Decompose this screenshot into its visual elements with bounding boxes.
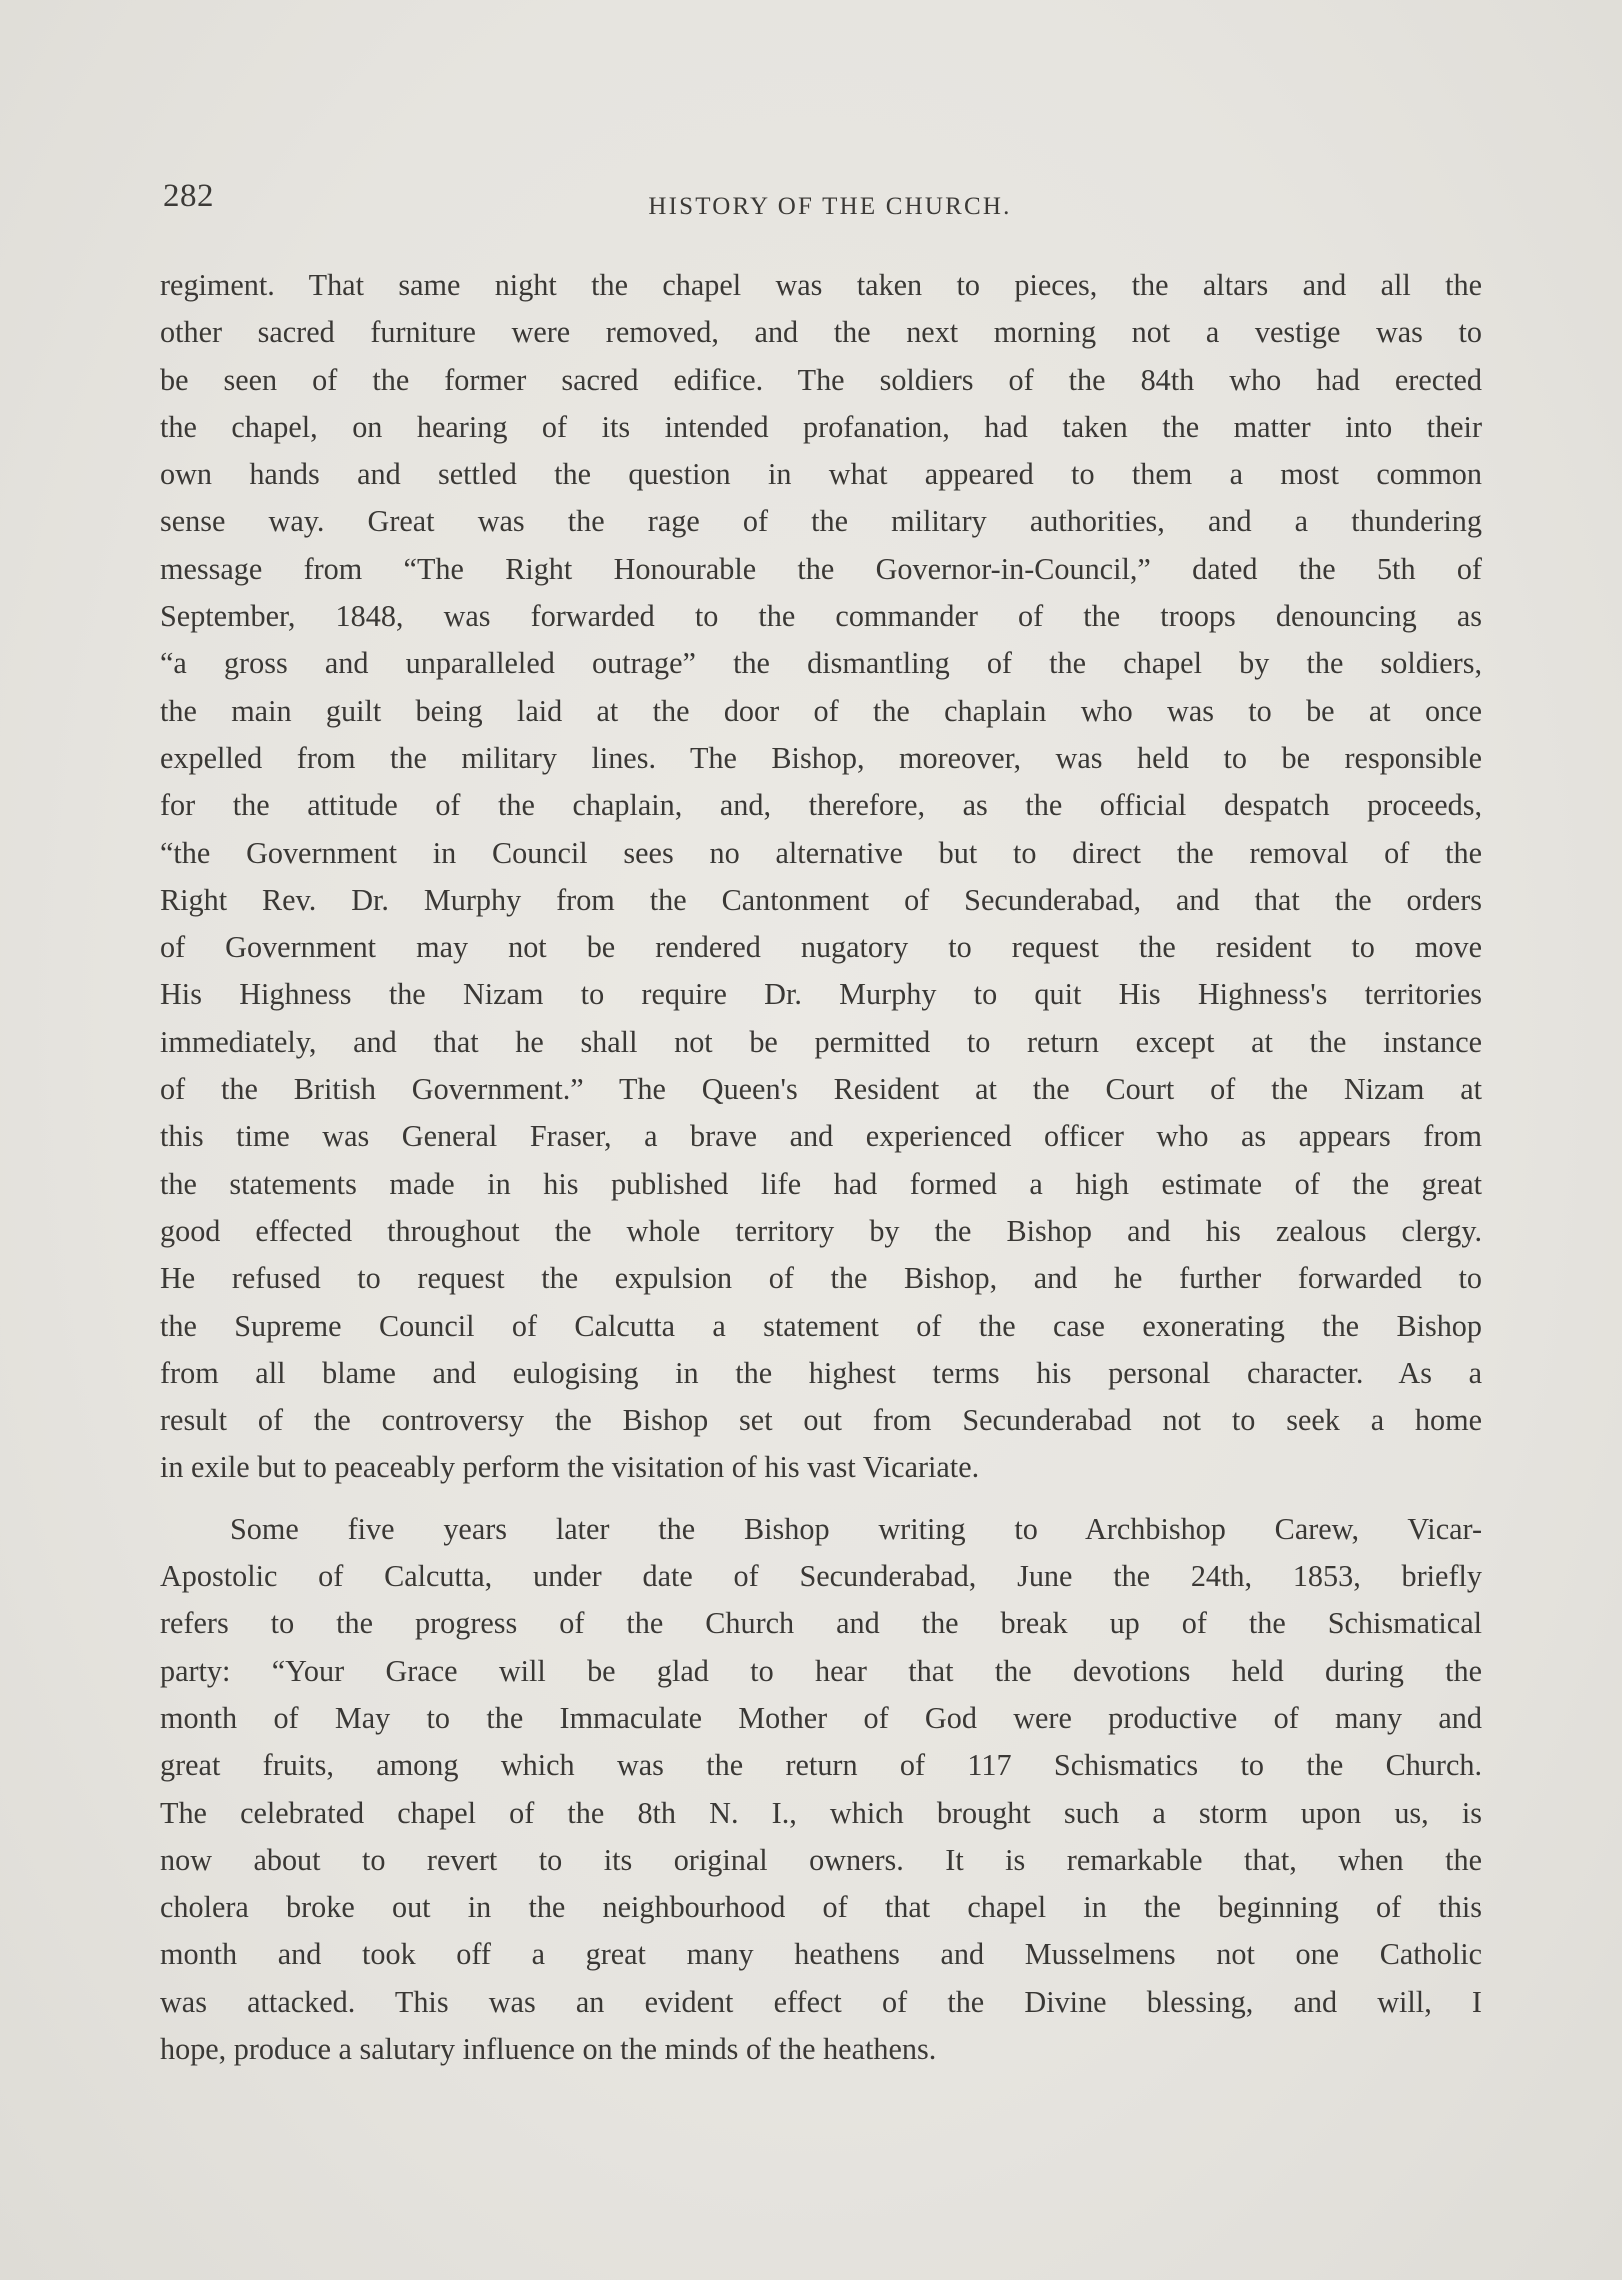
text-line: be seen of the former sacred edifice. The soldiers of the 84th who had erected <box>160 362 1482 397</box>
text-line: result of the controversy the Bishop set out from Secunderabad not to seek a home <box>160 1403 1482 1438</box>
text-line: “a gross and unparalleled outrage” the dismantling of the chapel by the soldiers, <box>160 646 1482 681</box>
text-line: party: “Your Grace will be glad to hear that the devotions held during the <box>160 1653 1482 1688</box>
text-line: month and took off a great many heathens and Musselmens not one Catholic <box>160 1937 1482 1972</box>
text-line: refers to the progress of the Church and the break up of the Schismatical <box>160 1606 1482 1641</box>
text-line: expelled from the military lines. The Bishop, moreover, was held to be responsible <box>160 740 1482 775</box>
body-text <box>160 262 1482 2073</box>
text-line: was attacked. This was an evident effect of the Divine blessing, and will, I <box>160 1984 1482 2019</box>
text-line: good effected throughout the whole territory by the Bishop and his zealous clergy. <box>160 1213 1482 1248</box>
text-line: “the Government in Council sees no alternative but to direct the removal of the <box>160 835 1482 870</box>
text-line: message from “The Right Honourable the Governor-in-Council,” dated the 5th of <box>160 551 1482 586</box>
text-line: sense way. Great was the rage of the military authorities, and a thundering <box>160 504 1482 539</box>
text-line: hope, produce a salutary influence on the minds of the heathens. <box>160 2031 937 2066</box>
text-line: the main guilt being laid at the door of the chaplain who was to be at once <box>160 693 1482 728</box>
text-line: the chapel, on hearing of its intended profanation, had taken the matter into their <box>160 409 1482 444</box>
text-line: regiment. That same night the chapel was taken to pieces, the altars and all the <box>160 268 1482 302</box>
text-line: the statements made in his published life had formed a high estimate of the great <box>160 1166 1482 1201</box>
text-line: Apostolic of Calcutta, under date of Secunderabad, June the 24th, 1853, briefly <box>160 1559 1482 1594</box>
running-title: HISTORY OF THE CHURCH. <box>648 193 1012 220</box>
paragraph-1 <box>160 262 1482 1492</box>
text-line: immediately, and that he shall not be permitted to return except at the instance <box>160 1024 1482 1059</box>
text-line: The celebrated chapel of the 8th N. I., which brought such a storm upon us, is <box>160 1795 1482 1830</box>
text-line: now about to revert to its original owners. It is remarkable that, when the <box>160 1842 1482 1877</box>
text-line: for the attitude of the chaplain, and, therefore, as the official despatch proceeds, <box>160 788 1482 823</box>
text-line: cholera broke out in the neighbourhood of that chapel in the beginning of this <box>160 1890 1482 1925</box>
text-line: of Government may not be rendered nugatory to request the resident to move <box>160 930 1482 965</box>
text-line: He refused to request the expulsion of the Bishop, and he further forwarded to <box>160 1261 1482 1296</box>
paragraph-gap <box>160 1492 1482 1506</box>
text-line: of the British Government.” The Queen's Resident at the Court of the Nizam at <box>160 1072 1482 1107</box>
text-line: in exile but to peaceably perform the visitation of his vast Vicariate. <box>160 1450 980 1485</box>
text-line: the Supreme Council of Calcutta a statement of the case exonerating the Bishop <box>160 1308 1482 1343</box>
text-line: from all blame and eulogising in the highest terms his personal character. As a <box>160 1355 1482 1390</box>
paragraph-2 <box>160 1506 1482 2074</box>
text-line: own hands and settled the question in what appeared to them a most common <box>160 457 1482 492</box>
text-line: this time was General Fraser, a brave and experienced officer who as appears from <box>160 1119 1482 1154</box>
text-line: His Highness the Nizam to require Dr. Murphy to quit His Highness's territories <box>160 977 1482 1012</box>
text-line: great fruits, among which was the return of 117 Schismatics to the Church. <box>160 1748 1482 1783</box>
page-number: 282 <box>163 178 214 214</box>
text-line: other sacred furniture were removed, and the next morning not a vestige was to <box>160 315 1482 350</box>
text-line: Some five years later the Bishop writing to Archbishop Carew, Vicar- <box>230 1511 1482 1546</box>
text-line: Right Rev. Dr. Murphy from the Cantonment of Secunderabad, and that the orders <box>160 882 1482 917</box>
text-line: September, 1848, was forwarded to the commander of the troops denouncing as <box>160 599 1482 634</box>
text-line: month of May to the Immaculate Mother of God were productive of many and <box>160 1700 1482 1735</box>
